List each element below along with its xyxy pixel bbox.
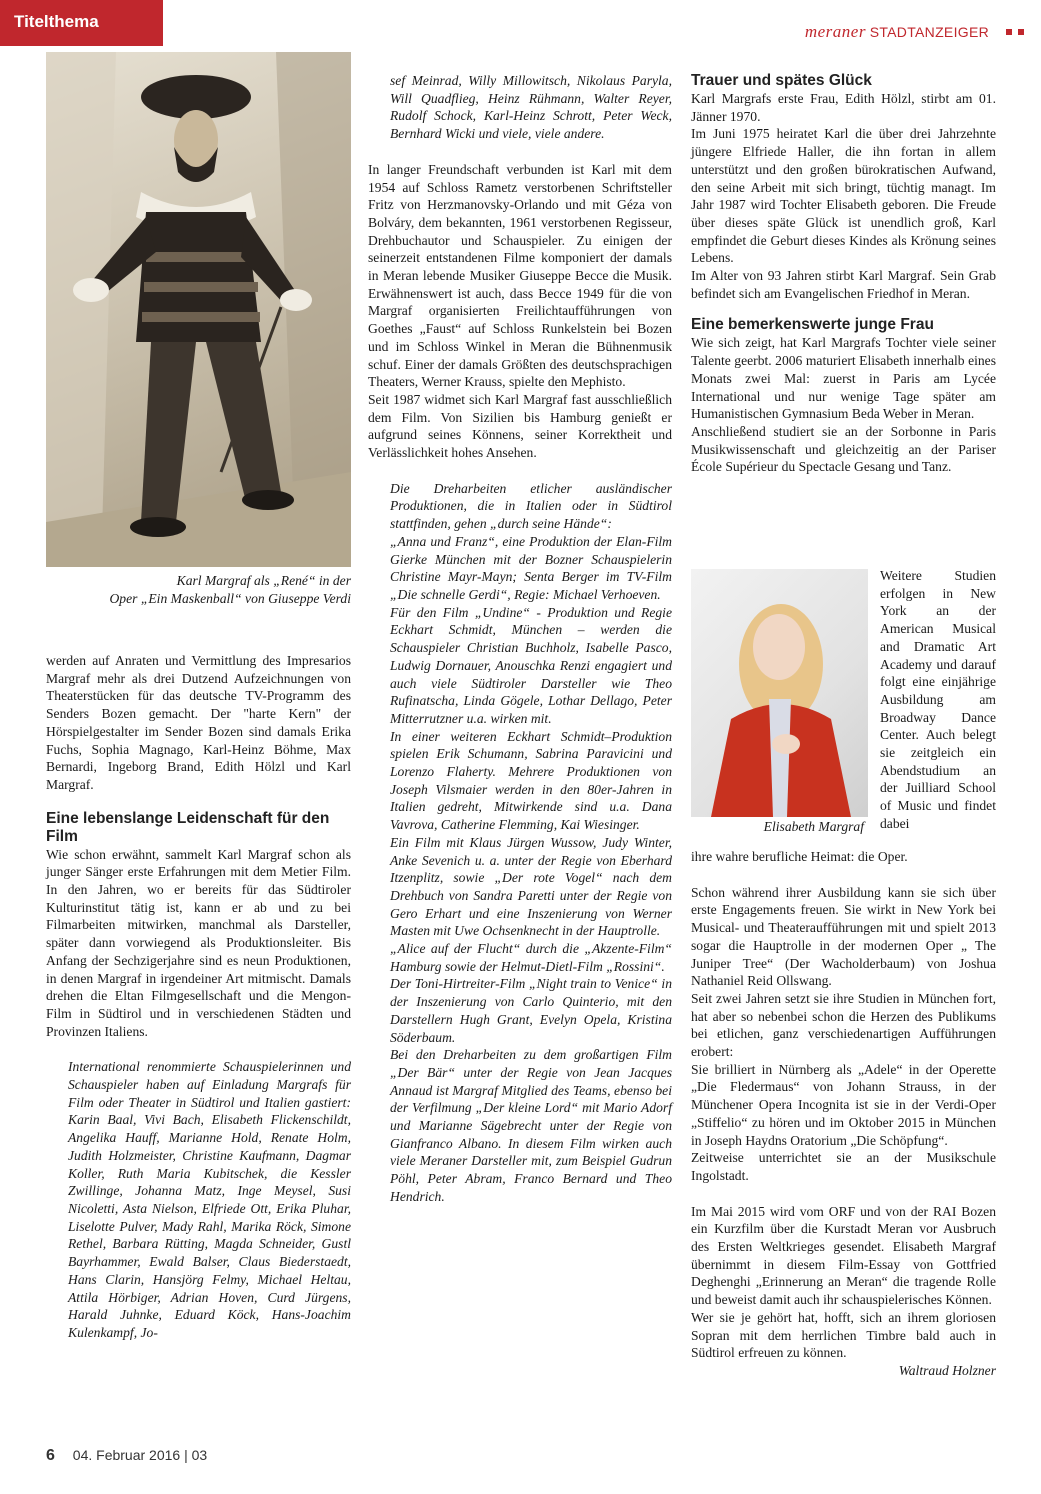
column-3-side (880, 567, 996, 833)
list-item: Der Toni-Hirtreiter-Film „Night train to Venice“ in der Inszenierung von Carlo Quinterio, mit den Darstellern Hugh Grant, Evelyn Opela, Kristina Söderbaum. (390, 976, 672, 1045)
list-item: Bei den Dreharbeiten zu dem großartigen Film „Der Bär“ unter der Regie von Jean Jacques Annaud ist Margraf Mitglied des Teams, ebenso bei der Verfilmung „Der kleine Lord“ mit Mario Adorf und Marianne Sägebrecht unter der Regie von Gianfranco Albano. In diesem Film wirken auch viele Meraner Darsteller mit, zum Beispiel Gudrun Pöhl, Peter Abram, Franco Bernard und Theo Hendrich. (390, 1047, 672, 1204)
list-item: Für den Film „Undine“ - Produktion und Regie Eckhart Schmidt, München – werden die Schauspieler Christian Buchholz, Isabelle Pasco, Ludwig Dornauer, Anouschka Renzi engagiert und auch viele Südtiroler Darsteller wie Theo Rufinatscha, Linda Gögele, Lothar Dellago, Peter Mitterrutzner u.a. wirken mit. (390, 604, 672, 726)
body-paragraph: In langer Freundschaft verbunden ist Karl mit dem 1954 auf Schloss Rametz verstorbenen Schriftsteller Fritz von Herzmanovsky-Orlando und mit Géza von Bolváry, dem bekannten, 1961 verstorbenen Regisseur, Drehbuchautor und Schauspieler. Zu einigen der seinerzeit entstandenen Filme komponiert der damals in Meran lebende Musiker Giuseppe Becce die Musik. Erwähnenswert ist auch, dass Becce 1949 für die von Margraf organisierten Freilichtaufführungen von Goethes „Faust“ auf Schloss Runkelstein bei Bozen und im Schloss Winkel in Meran die Bühnenmusik schuf. Einer der damals Größten des deutschsprachigen Theaters, Werner Krauss, spielte den Mephisto. (368, 161, 672, 390)
body-paragraph: Weitere Studien erfolgen in New York an der American Musical and Dramatic Art Academy und darauf folgt eine einjährige Ausbildung am Broadway Dance Center. Auch belegt sie zeitgleich ein Abendstudium an der Juilliard School of Music und findet dabei (880, 568, 996, 831)
photo2-caption: Elisabeth Margraf (763, 819, 864, 834)
masthead-name: STADTANZEIGER (869, 24, 989, 40)
body-paragraph: Karl Margrafs erste Frau, Edith Hölzl, stirbt am 01. Jänner 1970. (691, 91, 996, 124)
list-item: Ein Film mit Klaus Jürgen Wussow, Judy Winter, Anke Sevenich u. a. unter der Regie von Eberhard Itzenplitz, sowie „Der rote Vogel“ nach dem Drehbuch von Sandra Paretti unter der Regie von Gero Erhart und eine Inszenierung von Werner Masten mit Uwe Ochsenknecht in der Hauptrolle. (390, 834, 672, 939)
list-item: Die Dreharbeiten etlicher ausländischer Produktionen, die in Italien oder in Südtirol stattfinden, gehen „durch seine Hände“: (390, 480, 672, 532)
body-paragraph: Im Alter von 93 Jahren stirbt Karl Margraf. Sein Grab befindet sich am Evangelischen Friedhof in Meran. (691, 268, 996, 301)
section-heading: Eine lebenslange Leidenschaft für den Film (46, 809, 330, 845)
masthead-logo (805, 22, 989, 42)
body-paragraph: Seit zwei Jahren setzt sie ihre Studien in München fort, hat aber so nebenbei schon die Herzen des Publikums bei etlichen, ganz verschiedenartigen Aufführungen erobert: (691, 990, 996, 1060)
body-paragraph: ihre wahre berufliche Heimat: die Oper. (691, 849, 908, 864)
list-item: „Alice auf der Flucht“ durch die „Akzente-Film“ Hamburg sowie der Helmut-Dietl-Film „Rossini“. (390, 941, 672, 974)
masthead-square-icon (1018, 29, 1024, 35)
author-signature: Waltraud Holzner (898, 1362, 996, 1378)
list-item: „Anna und Franz“, eine Produktion der Elan-Film Gierke München mit der Bozner Schauspielerin Christine Mayr-Mayn; Senta Berger im TV-Film „Die schnelle Gerdi“, Regie: Michael Verhoeven. (390, 533, 672, 602)
issue-date: 04. Februar 2016 | 03 (72, 1447, 208, 1463)
photo1-caption (46, 572, 351, 607)
section-heading: Eine bemerkenswerte junge Frau (691, 316, 934, 334)
body-paragraph: Wie sich zeigt, hat Karl Margrafs Tochter viele seiner Talente geerbt. 2006 maturiert Elisabeth innerhalb eines Monats zwei Mal: zuerst in Paris am Lycée International und nur wenige Tage später am Humanistischen Gymnasium Beda Weber in Meran. (691, 335, 996, 422)
body-paragraph: Im Juni 1975 heiratet Karl die über drei Jahrzehnte jüngere Elfriede Haller, die ihn fortan in allem unterstützt und den großen bürokratischen Aufwand, den seine Arbeit mit sich bringt, tüchtig managt. Im Jahr 1987 wird Tochter Elisabeth geboren. Die Freude über dieses späte Glück ist unendlich groß, Karl empfindet die Geburt dieses Kindes als Krönung seines Lebens. (691, 126, 996, 266)
photo1-caption-line1: Karl Margraf als „René“ in der (176, 573, 351, 588)
column-3-top (691, 72, 996, 476)
masthead-square-icon (1006, 29, 1012, 35)
page-footer (46, 1447, 207, 1465)
film-list (368, 480, 672, 1206)
body-paragraph: Zeitweise unterrichtet sie an der Musikschule Ingolstadt. (691, 1150, 996, 1183)
body-paragraph: Seit 1987 widmet sich Karl Margraf fast ausschließlich dem Film. Von Sizilien bis Hamburg genießt er aufgrund seines Könnens, seiner Korrektheit und Verlässlichkeit hohes Ansehen. (368, 391, 672, 461)
body-paragraph: Schon während ihrer Ausbildung kann sie sich über erste Engagements freuen. Sie wirkt in New York bei Musical- und Theateraufführungen mit und spielt 2013 sogar die Hauptrolle in der modernen Oper „ The Juniper Tree“ (Der Wacholderbaum) von Joshua Nathaniel Reid Ollswang. (691, 884, 996, 989)
italic-paragraph: International renommierte Schauspielerinnen und Schauspieler haben auf Einladung Margrafs für Film oder Theater in Südtirol und Italien gastiert: Karin Baal, Vivi Bach, Elisabeth Flickenschildt, Angelika Hauff, Marianne Hold, Renate Holm, Judith Holzmeister, Christine Kaufmann, Dagmar Koller, Ruth Maria Kubitschek, die Kessler Zwillinge, Johanna Matz, Inge Meysel, Susi Nicoletti, Asta Nielson, Elfriede Ott, Erika Pluhar, Liselotte Pulver, Mady Rahl, Marika Röck, Simone Rethel, Barbara Rütting, Magda Schneider, Gustl Bayrhammer, Ewald Balser, Claus Biederstaedt, Hans Clarin, Hansjörg Felmy, Michael Heltau, Attila Hörbiger, Adrian Hoven, Curd Jürgens, Harald Juhnke, Eduard Köck, Hans-Joachim Kulenkampf, Jo- (68, 1059, 351, 1340)
photo-karl-margraf (46, 52, 351, 567)
body-paragraph: Wie schon erwähnt, sammelt Karl Margraf schon als junger Sänger erste Erfahrungen mit dem Metier Film. In den Jahren, wo er bereits für das Südtiroler Kulturinstitut tätig ist, kann er ab und zu bei Filmarbeiten mitwirken, manchmal als Darsteller, später dann vorwiegend als Produktionsleiter. Bis Anfang der Sechzigerjahre sind es neun Produktionen, in denen Margraf in irgendeiner Art mitmischt. Damals drehen die Eltan Filmgesellschaft und die Mengon-Film in Südtirol und in verschiedenen Städten und Provinzen Italiens. (46, 846, 351, 1039)
photo1-caption-line2: Oper „Ein Maskenball“ von Giuseppe Verdi (109, 590, 351, 606)
page-number: 6 (46, 1447, 55, 1464)
body-paragraph: Anschließend studiert sie an der Sorbonne in Paris Musikwissenschaft und gleichzeitig an der Pariser École Supérieur du Spectacle Gesang und Tanz. (691, 423, 996, 475)
photo-elisabeth-margraf (691, 569, 868, 817)
body-paragraph: Im Mai 2015 wird vom ORF und von der RAI Bozen ein Kurzfilm über die Kurstadt Meran vor Ausbruch des Ersten Weltkrieges gesendet. Elisabeth Margraf übernimmt in diesem Film-Essay von Gottfried Deghenghi „Erinnerung an Meran“ die tragende Rolle und beweist damit auch ihr schauspielerisches Können. (691, 1203, 996, 1308)
section-tag: Titelthema (0, 0, 163, 46)
column-1 (46, 652, 351, 1342)
body-paragraph: Sie brilliert in Nürnberg als „Adele“ in der Operette „Die Fledermaus“ von Johann Strauss, in der Münchener Opera Incognita ist sie in der Verdi-Oper „Stiffelio“ zu hören und im Oktober 2015 in München in Joseph Haydns Oratorium „Die Schöpfung“. (691, 1061, 996, 1148)
body-paragraph: Wer sie je gehört hat, hofft, sich an ihrem gloriosen Sopran mit dem herrlichen Timbre bald auch in Südtirol erfreuen zu können. (691, 1309, 996, 1361)
list-item: In einer weiteren Eckhart Schmidt–Produktion spielen Erik Schumann, Sabrina Paravicini und Lorenzo Flaherty. Mehrere Produktionen von Joseph Vilsmaier werden in den 80er-Jahren in Italien gedreht, Mitwirkende sind u.a. Dana Vavrova, Catherine Flemming, Kai Wiesinger. (390, 728, 672, 833)
column-2 (368, 72, 672, 1206)
body-paragraph: werden auf Anraten und Vermittlung des Impresarios Margraf mehr als drei Dutzend Aufzeichnungen von Theaterstücken für das deutsche TV-Programm des Senders Bozen gemacht. Der "harte Kern" der Hörspielgestalter im Sender Bozen sind damals Erika Fuchs, Sophia Magnago, Karl-Heinz Böhme, Max Bernardi, Ingeborg Brand, Edith Hölzl und Karl Margraf. (46, 653, 351, 792)
italic-paragraph: sef Meinrad, Willy Millowitsch, Nikolaus Paryla, Will Quadflieg, Heinz Rühmann, Walter Reyer, Rudolf Schock, Karl-Heinz Schrott, Peter Weck, Bernhard Wicki und viele, viele andere. (390, 73, 672, 142)
section-heading: Trauer und spätes Glück (691, 72, 872, 89)
column-3-bottom (691, 848, 996, 1380)
masthead-script: meraner (804, 22, 866, 41)
